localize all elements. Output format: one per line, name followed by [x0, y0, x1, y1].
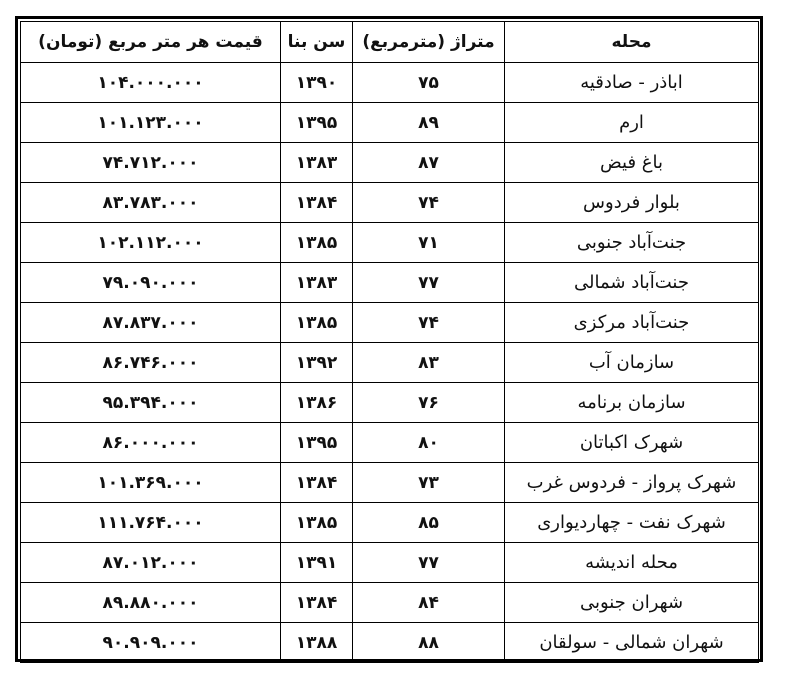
cell-age: ۱۳۹۵: [281, 423, 353, 463]
header-price: قیمت هر متر مربع (تومان): [21, 22, 281, 63]
cell-neighborhood: سازمان آب: [505, 343, 759, 383]
cell-price: ۱۰۱.۱۲۳.۰۰۰: [21, 103, 281, 143]
cell-neighborhood: باغ فیض: [505, 143, 759, 183]
table-row: [21, 543, 759, 583]
cell-neighborhood: شهرک نفت - چهاردیواری: [505, 503, 759, 543]
table-row: [21, 103, 759, 143]
cell-neighborhood: شهران جنوبی: [505, 583, 759, 623]
cell-price: ۱۰۴.۰۰۰.۰۰۰: [21, 63, 281, 103]
table-row: [21, 183, 759, 223]
cell-price: ۸۷.۸۳۷.۰۰۰: [21, 303, 281, 343]
table-row: [21, 583, 759, 623]
cell-neighborhood: جنت‌آباد شمالی: [505, 263, 759, 303]
cell-price: ۸۶.۰۰۰.۰۰۰: [21, 423, 281, 463]
table-frame: [15, 16, 763, 662]
cell-price: ۹۵.۳۹۴.۰۰۰: [21, 383, 281, 423]
cell-age: ۱۳۹۲: [281, 343, 353, 383]
cell-age: ۱۳۸۴: [281, 583, 353, 623]
cell-age: ۱۳۸۵: [281, 303, 353, 343]
table-row: [21, 423, 759, 463]
cell-price: ۷۴.۷۱۲.۰۰۰: [21, 143, 281, 183]
table-row: [21, 503, 759, 543]
cell-price: ۹۰.۹۰۹.۰۰۰: [21, 623, 281, 663]
cell-area: ۷۳: [353, 463, 505, 503]
cell-area: ۸۷: [353, 143, 505, 183]
cell-area: ۷۱: [353, 223, 505, 263]
header-neighborhood: محله: [505, 22, 759, 63]
cell-age: ۱۳۸۸: [281, 623, 353, 663]
cell-price: ۷۹.۰۹۰.۰۰۰: [21, 263, 281, 303]
cell-price: ۸۳.۷۸۳.۰۰۰: [21, 183, 281, 223]
cell-price: ۸۹.۸۸۰.۰۰۰: [21, 583, 281, 623]
table-row: [21, 383, 759, 423]
cell-age: ۱۳۸۴: [281, 463, 353, 503]
cell-area: ۷۷: [353, 263, 505, 303]
cell-area: ۷۴: [353, 303, 505, 343]
cell-age: ۱۳۸۳: [281, 143, 353, 183]
cell-area: ۷۴: [353, 183, 505, 223]
cell-age: ۱۳۸۶: [281, 383, 353, 423]
cell-area: ۷۵: [353, 63, 505, 103]
table-row: [21, 63, 759, 103]
cell-area: ۸۸: [353, 623, 505, 663]
cell-age: ۱۳۹۰: [281, 63, 353, 103]
cell-age: ۱۳۹۱: [281, 543, 353, 583]
header-age: سن بنا: [281, 22, 353, 63]
cell-age: ۱۳۸۵: [281, 503, 353, 543]
cell-neighborhood: ارم: [505, 103, 759, 143]
cell-area: ۸۳: [353, 343, 505, 383]
table-row: [21, 343, 759, 383]
cell-neighborhood: محله اندیشه: [505, 543, 759, 583]
cell-price: ۸۷.۰۱۲.۰۰۰: [21, 543, 281, 583]
cell-neighborhood: جنت‌آباد مرکزی: [505, 303, 759, 343]
cell-age: ۱۳۸۳: [281, 263, 353, 303]
cell-area: ۸۴: [353, 583, 505, 623]
cell-price: ۸۶.۷۴۶.۰۰۰: [21, 343, 281, 383]
cell-area: ۸۹: [353, 103, 505, 143]
table-row: [21, 263, 759, 303]
cell-neighborhood: شهرک اکباتان: [505, 423, 759, 463]
table-row: [21, 143, 759, 183]
cell-price: ۱۱۱.۷۶۴.۰۰۰: [21, 503, 281, 543]
cell-neighborhood: شهران شمالی - سولقان: [505, 623, 759, 663]
cell-price: ۱۰۱.۳۶۹.۰۰۰: [21, 463, 281, 503]
cell-area: ۷۶: [353, 383, 505, 423]
price-table: [20, 21, 759, 663]
cell-area: ۸۵: [353, 503, 505, 543]
cell-neighborhood: اباذر - صادقیه: [505, 63, 759, 103]
cell-age: ۱۳۸۴: [281, 183, 353, 223]
table-row: [21, 223, 759, 263]
cell-age: ۱۳۹۵: [281, 103, 353, 143]
table-row: [21, 623, 759, 663]
table-row: [21, 463, 759, 503]
cell-neighborhood: شهرک پرواز - فردوس غرب: [505, 463, 759, 503]
header-row: [21, 22, 759, 63]
table-row: [21, 303, 759, 343]
cell-age: ۱۳۸۵: [281, 223, 353, 263]
cell-area: ۸۰: [353, 423, 505, 463]
cell-neighborhood: جنت‌آباد جنوبی: [505, 223, 759, 263]
cell-area: ۷۷: [353, 543, 505, 583]
cell-neighborhood: سازمان برنامه: [505, 383, 759, 423]
header-area: متراژ (مترمربع): [353, 22, 505, 63]
cell-price: ۱۰۲.۱۱۲.۰۰۰: [21, 223, 281, 263]
cell-neighborhood: بلوار فردوس: [505, 183, 759, 223]
